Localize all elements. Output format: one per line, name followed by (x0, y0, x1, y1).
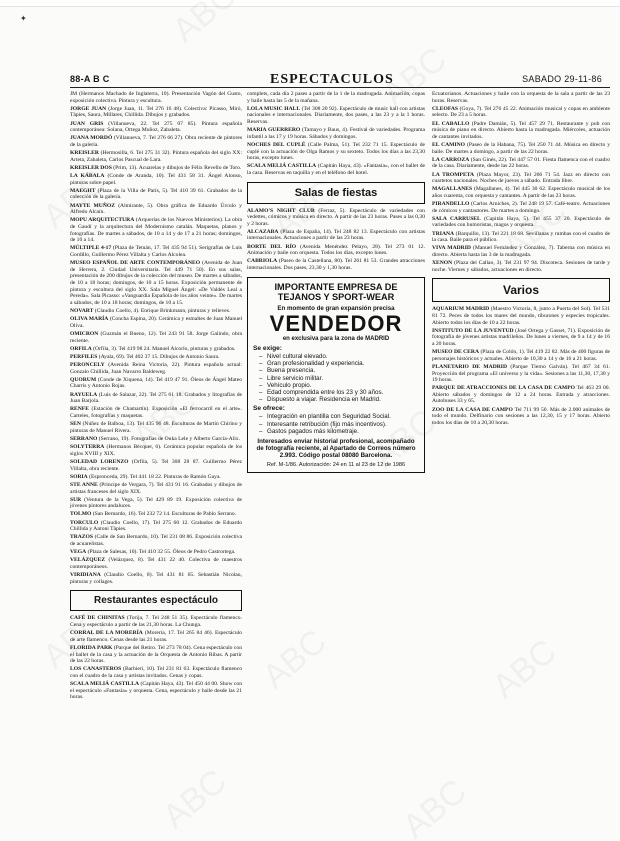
job-advertisement (247, 277, 425, 474)
listing-name: CAFÉ DE CHINITAS (70, 615, 125, 622)
ad-list-item: – Interesante retribución (fijo más incentivos). (267, 421, 419, 428)
listing-name: QUORUM (70, 376, 97, 383)
listing-entry (70, 346, 242, 353)
listing-entry (70, 121, 242, 134)
listing-entry (70, 354, 242, 361)
listing-name: RAYUELA (70, 391, 98, 398)
listing-name: FLORIDA PARK (70, 644, 113, 651)
listing-text: (Tel 308 20 92). Espectáculo de music hall con artistas nacionales e internacionales. Diariamente, dos pases, a las 23 y a la 1 horas. Reservas. (247, 105, 425, 125)
listing-name: ALAMO'S NIGHT CLUB (247, 207, 315, 214)
page-header (70, 72, 610, 88)
listing-name: PERFILES (70, 353, 98, 360)
listing-entry (70, 188, 242, 201)
listing-text: (Torija, 7. Tel 248 51 35). Espectáculo flamenco. Cena y espectáculo a partir de las 21,30 horas. La Chunga. (70, 615, 242, 628)
listing-text: (Parque del Retiro. Tel 273 78 04). Cena espectáculo con el ballet de la casa y la actuación de la Orquesta de Antonio Ribas. A partir de las 22 horas. (70, 644, 242, 665)
listing-text: (Claudio Coello, 17). Tel 275 60 12. Grabados de Eduardo Chillida y Antoni Tàpies. (70, 519, 242, 533)
listing-text: (Capitán Haya, 43). «Fantasía», con el ballet de la casa. Reservas en taquilla y en el teléfono del hotel. (247, 163, 425, 176)
listing-text: (Barquillo, 13). Tel 221 18 68. Sevillanas y rumbas con el cuadro de la casa. Baile para el público. (432, 230, 610, 244)
listing-name: JUAN GRIS (70, 120, 104, 127)
listing-entry (70, 511, 242, 518)
page-number: 88-A B C (70, 74, 110, 84)
ad-offers-list (253, 413, 419, 435)
section-box-salas-fiestas: Salas de fiestas (247, 182, 425, 204)
ad-requirements-list (253, 353, 419, 403)
ad-headline: IMPORTANTE EMPRESA DE TEJANOS Y SPORT-WEAR (274, 281, 398, 303)
listing-name: SCALA MELIÁ CASTILLA (70, 681, 140, 688)
listing-entry (247, 229, 425, 242)
listing-name: SCALA MELIÁ CASTILLA (247, 163, 317, 170)
listing-entry (70, 331, 242, 344)
listing-name: VIRIDIANA (70, 572, 101, 579)
listing-name: VELÁZQUEZ (70, 557, 106, 564)
ad-reference: Ref. M-1/86. Autorización: 24 en 11 al 23 de 12 de 1986 (266, 461, 406, 468)
listing-entry (70, 91, 242, 104)
column-1 (70, 91, 242, 836)
listing-text: (Capitán Haya, 5). Tel 455 37 20. Espectáculo de variedades con humoristas, magos y orquesta. (432, 215, 610, 229)
listing-name: SALA CARRUSEL (432, 215, 481, 222)
listing-name: ALCAZABA (247, 228, 279, 235)
listing-entry (70, 203, 242, 216)
column-2 (247, 91, 425, 836)
listing-entry (432, 157, 610, 170)
listing-entry (432, 172, 610, 185)
listing-name: OMICRON (70, 330, 99, 337)
listing-name: TORCULO (70, 519, 99, 526)
listing-text: (Conde de Aranda, 10). Tel 431 58 31. Ángel Alonso, pinturas sobre papel. (70, 173, 242, 186)
listing-text: (Maestro Victoria, 8, junto a Puerta del Sol). Tel 531 81 72. Peces de todos los mares del mundo, tiburones y especies tropicales. Abierto todos los días de 10 a 22 horas. (432, 306, 610, 326)
listing-entry (70, 392, 242, 405)
listing-text: (Morería, 17. Tel 265 84 46). Espectáculo de arte flamenco. Cenas desde las 21 horas. (70, 630, 242, 643)
listing-text: JM (Hermanos Machado de Inglaterra, 10). Presentación Vagón del Gusto, exposición colectiva. Pintura y escultura. (70, 91, 242, 104)
listing-name: MUSEO ESPAÑOL DE ARTE CONTEMPORÁNEO (70, 260, 201, 267)
listing-text: (Hermanos Bécquer, 6). Cerámica popular española de los siglos XVIII y XIX. (70, 444, 242, 457)
listing-text: (Conde de Xiquena, 14). Tel 419 47 91. Óleos de Ángel Mateo Charris y Antonio Rojas. (70, 376, 242, 390)
listing-entry (70, 406, 242, 419)
listing-text: (Plaza de Tetuán, 17. Tel 435 94 51). Serigrafías de Luis Gordillo, Guillermo Pérez Villalta y Carlos Alcolea. (70, 245, 242, 258)
scan-edge (0, 0, 620, 7)
listing-text: (Guzmán el Bueno, 12). Tel 243 91 58. Jorge Galindo, obra reciente. (70, 330, 242, 344)
listing-name: MARIA GUERRERO (247, 127, 301, 134)
listing-text: (Villanueva, 22. Tel 275 07 85). Pintura española contemporánea: Solana, Ortega Muñoz, Zabaleta. (70, 120, 242, 134)
listing-text: Tel 463 29 00. Abierto sábados y domingos de 12 a 24 horas. Entrada y atracciones. Autobuses 33 y 65. (432, 385, 610, 405)
ad-list-item: – Integración en plantilla con Seguridad Social. (267, 413, 419, 420)
header-rule (70, 87, 610, 88)
listing-entry (70, 173, 242, 186)
listing-text: (Ferraz, 5). Espectáculo de variedades con vedettes, cómicos y música en directo. A partir de las 23 horas. Pases a las 0,30 y 2 horas. (247, 207, 425, 227)
ad-job-title: VENDEDOR (269, 311, 403, 337)
listing-name: OLIVA MARÍA (70, 316, 109, 323)
listing-entry (247, 208, 425, 228)
ad-subheadline: En momento de gran expansión precisa (277, 304, 395, 312)
listing-name: SEN (70, 421, 81, 428)
listing-name: SOLYTERRA (70, 444, 105, 451)
listing-text: (Manuel Fernández y González, 7). Taberna con música en directo. Abierta hasta las 3 de la madrugada. (432, 245, 610, 258)
listing-name: TRIANA (432, 230, 455, 237)
listing-name: CLEOFAS (432, 105, 459, 112)
listing-text: (Hermosilla, 6. Tel 275 31 32). Pintura española del siglo XX: Arteta, Zabaleta, Carlos Pascual de Lara. (70, 150, 242, 163)
listing-text: (Velázquez, 8). Tel 431 22 40. Colectiva de maestros contemporáneos. (70, 557, 242, 570)
listing-entry (70, 630, 242, 643)
listing-text: (Arquerías de los Nuevos Ministerios). La obra de Gaudí y la arquitectura del Modernismo catalán. Maquetas, planos y fotografías. De martes a sábados, de 10 a 14 y de 17 a 21 horas; domingos, de 10 a 14. (70, 217, 242, 244)
listing-entry (247, 258, 425, 271)
listing-text: (Calle de San Bernardo, 10). Tel 231 08 86. Exposición colectiva de acuarelistas. (70, 534, 242, 548)
listing-entry (70, 645, 242, 665)
listing-entry (247, 142, 425, 162)
crop-mark-icon: ✦ (20, 14, 27, 23)
ad-list-item: – Gran profesionalidad y experiencia. (267, 360, 419, 367)
listing-entry (70, 459, 242, 472)
ad-contact: Interesados enviar historial profesional, acompañado de fotografía reciente, al Apartado de Correos número 2.993. Código postal 08080 Barcelona. (256, 438, 416, 460)
watermark (166, 0, 245, 51)
listing-name: MUSEO DE CERA (432, 349, 479, 356)
listing-text: complets, cada día 2 pases a partir de la 1 de la madrugada. Animación, copas y baile hasta las 5 de la mañana. (247, 91, 425, 104)
listing-name: LA KÁBALA (70, 173, 105, 180)
listing-entry (70, 549, 242, 556)
ad-list-item: – Nivel cultural elevado. (267, 353, 419, 360)
listing-text: (Avenida de Juan de Herrera, 2. Ciudad Universitaria. Tel 449 71 50). En sus salas, presentación de 200 dibujos de la colección del museo. De martes a sábados, de 10 a 18 horas; domingos, de 10 a 15 horas. Exposición permanente de pintura y escultura del siglo XX. Sala Miguel Ángel: «De Valdés Leal a Pereda». Sala Picasso: «Vanguardia Española de los años veinte». De martes a sábados, de 10 a 18 horas; domingos, de 10 a 15. (70, 260, 242, 306)
listing-text: (Ayala, 69). Tel 402 37 15. Dibujos de Antonio Saura. (98, 353, 220, 360)
listing-text: (José Ortega y Gasset, 71). Exposición de fotografía de jóvenes artistas madrileños. De lunes a viernes, de 9 a 14 y de 16 a 20 horas. (432, 327, 610, 347)
listing-name: PLANETARIO DE MADRID (432, 363, 508, 370)
listing-name: KREISLER (70, 150, 99, 157)
listing-entry (432, 121, 610, 141)
listing-entry (432, 142, 610, 155)
listing-entry (70, 106, 242, 119)
listing-entry (70, 572, 242, 585)
listing-name: SERRANO (70, 435, 98, 442)
listing-entry (70, 534, 242, 547)
listing-entry (70, 520, 242, 533)
listing-entry (70, 135, 242, 148)
section-title: ESPECTACULOS (270, 72, 394, 87)
listings-galleries (70, 91, 242, 585)
listing-name: JUANA MORDÓ (70, 135, 113, 142)
listing-name: KREISLER DOS (70, 164, 112, 171)
listing-text: (Plaza de Salesas, 10). Tel 410 32 55. Óleos de Pedro Castrortega. (87, 549, 236, 556)
listing-entry (247, 244, 425, 257)
listing-text: (Serrano, 19). Fotografías de Ouka Lele y Alberto García-Alix. (98, 435, 240, 442)
ad-list-item: – Dispuesto a viajar. Residencia en Madrid. (267, 396, 419, 403)
ad-requirements-label: Se exige: (253, 345, 282, 353)
listing-entry (432, 91, 610, 104)
listings-salas (247, 208, 425, 272)
listing-entry (247, 91, 425, 104)
listing-text: (Claudio Coello, 8). Tel 431 81 65. Sebastián Nicolau, pinturas y collages. (70, 572, 242, 585)
ad-list-item: – Gastos pagados más kilometraje. (267, 428, 419, 435)
listing-text: (Villanueva, 7. Tel 276 66 27). Obra reciente de pintores de la galería. (70, 135, 242, 148)
listing-name: ORFILA (70, 345, 92, 352)
listing-text: (Padre Damián, 5). Tel 457 29 71. Restaurante y pub con música de piano en directo. Abierto hasta la madrugada. Miércoles, actuación de cantantes invitados. (432, 120, 610, 140)
listing-entry (70, 260, 242, 306)
listing-name: ZOO DE LA CASA DE CAMPO (432, 406, 513, 413)
listing-name: RENFE (70, 406, 89, 413)
listing-name: LOS CANASTEROS (70, 666, 122, 673)
listings-restaurantes (70, 615, 242, 701)
listing-entry (70, 245, 242, 258)
listing-name: MOPU ARQUITECTURA (70, 217, 135, 224)
listing-entry (70, 362, 242, 375)
listing-name: TOLMO (70, 511, 92, 518)
listing-entry (70, 482, 242, 495)
listing-name: LA CARROZA (432, 156, 470, 163)
listing-text: (Goya, 7). Tel 276 45 22. Animación musical y copas en ambiente selecto. De 23 a 5 horas. (432, 105, 610, 119)
listing-name: PIRANDELLO (432, 201, 470, 208)
listing-name: EL CABALLO (432, 120, 470, 127)
listing-name: TRAZOS (70, 534, 94, 541)
listing-text: (Plaza del Callao, 3). Tel 231 97 94. Discoteca. Sesiones de tarde y noche. Viernes y sábados, actuaciones en directo. (432, 260, 610, 273)
listing-text: (San Bernardo, 16). Tel 232 72 14. Esculturas de Pablo Serrano. (92, 511, 237, 518)
listing-name: SUR (70, 496, 82, 503)
listing-entry (432, 231, 610, 244)
listing-name: VIVA MADRID (432, 245, 471, 252)
listing-entry (432, 328, 610, 348)
listing-entry (432, 260, 610, 273)
listing-name: XENON (432, 260, 453, 267)
listing-entry (247, 106, 425, 126)
issue-date: SABADO 29-11-86 (522, 74, 602, 84)
listing-text: (Almirante, 5). Obra gráfica de Eduardo Úrculo y Alfredo Alcaín. (70, 202, 242, 216)
listing-text: (Barbieri, 10). Tel 231 81 63. Espectáculo flamenco con el cuadro de la casa y artistas invitados. Cenas y copas. (70, 666, 242, 679)
listing-text: (Tamayo y Baus, 4). Festival de variedades. Programa infantil a las 17 y 19 horas. Sábados y domingos. (247, 127, 425, 140)
listing-entry (432, 186, 610, 199)
listing-text: Tel 711 99 50. Más de 2.000 animales de todo el mundo. Delfinario con sesiones a las 12,30, 15 y 17 horas. Abierto todos los días de 10 a 20,30 horas. (432, 406, 610, 426)
ad-zone: en exclusiva para la zona de MADRID (282, 336, 390, 343)
listing-entry (432, 407, 610, 427)
listing-entry (70, 150, 242, 163)
listing-name: VEGA (70, 549, 87, 556)
listing-entry (432, 364, 610, 384)
listing-text: (Plaza de Colón, 1). Tel 419 22 82. Más de 400 figuras de personajes históricos y actuales. Abierto de 10,30 a 14 y de 16 a 21 horas. (432, 349, 610, 362)
listing-name: EL CAMINO (432, 141, 466, 148)
listing-name: NOVART (70, 307, 94, 314)
listing-text: (Avenida Menéndez Pelayo, 28). Tel 273 01 12. Animación y baile con orquesta. Todos los días, excepto lunes. (247, 243, 425, 257)
listing-text: (Parque Tierno Galván). Tel 467 34 61. Proyección del programa «El universo y la vida». Sesiones a las 11,30, 17,30 y 19 horas. (432, 363, 610, 384)
listing-entry (70, 377, 242, 390)
listing-text: (Plaza Mayor, 23). Tel 266 71 54. Jazz en directo con cuartetos nacionales. Noches de jueves a sábado. Entrada libre. (432, 171, 610, 185)
listing-text: (Concha Espina, 20). Cerámica y esmaltes de Juan Manuel Oliva. (70, 316, 242, 329)
listing-text: (Ventura de la Vega, 5). Tel 429 89 19. Exposición colectiva de jóvenes pintores andaluces. (70, 496, 242, 510)
listings-clubs (432, 91, 610, 273)
listing-text: (Calle Palma, 51). Tel 232 71 15. Espectáculo de cuplé con la actuación de Olga Ramos y su sexteto. Todos los días a las 23,30 horas, excepto lunes. (247, 141, 425, 162)
listing-text: Ecuatorianos. Actuaciones y baile con la orquesta de la sala a partir de las 23 horas. Reservas. (432, 91, 610, 104)
listing-entry (70, 217, 242, 243)
listing-text: (Espronceda, 29). Tel 441 18 22. Pinturas de Ramón Gaya. (89, 473, 221, 480)
listing-entry (432, 349, 610, 362)
listing-text: (Orfila, 3). Tel 419 98 24. Manuel Alcorlo, pinturas y grabados. (93, 345, 236, 352)
listing-entry (432, 216, 610, 229)
listing-entry (247, 127, 425, 140)
listing-text: (San Ginés, 22). Tel 447 57 01. Fiesta flamenca con el cuadro de la casa. Diariamente, desde las 22 horas. (432, 156, 610, 170)
listing-entry (70, 436, 242, 443)
listing-entry (70, 474, 242, 481)
listing-entry (432, 201, 610, 214)
listing-name: STE ANNE (70, 481, 98, 488)
listing-text: (Paseo de la Castellana, 80). Tel 261 81 53. Grandes atracciones internacionales. Dos pases, 23,30 y 1,30 horas. (247, 258, 425, 272)
section-box-varios: Varios (432, 278, 610, 302)
listing-entry (70, 316, 242, 329)
listing-name: AQUARIUM MADRID (432, 306, 490, 313)
listing-text: (Carlos Arniches, 2). Tel 248 19 57. Café-teatro. Actuaciones de cómicos y cantautores. De martes a domingo. (432, 201, 610, 214)
listing-entry (247, 163, 425, 176)
listings-music-hall (247, 91, 425, 177)
listing-name: BORTE DEL RÍO (247, 243, 297, 250)
listing-name: MAGALLANES (432, 186, 473, 193)
listing-entry (70, 444, 242, 457)
ad-list-item: – Buena presencia. (267, 367, 419, 374)
listing-text: (Prim, 13). Acuarelas y dibujos de Félix Revello de Toro. (113, 164, 242, 171)
listing-text: (Paseo de la Habana, 75). Tel 250 71 44. Música en directo y baile. De martes a domingo, a partir de las 22 horas. (432, 141, 610, 155)
listing-name: NOCHES DEL CUPLÉ (247, 141, 306, 148)
ad-list-item: – Vehículo propio. (267, 382, 419, 389)
listing-text: (Magallanes, 4). Tel 445 30 62. Espectáculo musical de los años cuarenta, con orquesta y cantantes. A partir de las 23 horas. (432, 186, 610, 199)
listing-entry (432, 385, 610, 405)
listing-name: PERONCELY (70, 362, 105, 369)
listing-name: MAYTE MUÑOZ (70, 202, 115, 209)
listing-entry (70, 421, 242, 434)
listing-name: SORIA (70, 473, 88, 480)
listing-text: (Capitán Haya, 43). Tel 450 44 00. Show con el espectáculo «Fantasía» y orquesta. Cena, espectáculo y baile desde las 21 horas. (70, 681, 242, 701)
ad-list-item: – Libre servicio militar. (267, 375, 419, 382)
listing-text: (Claudio Coello, 4). Enrique Brinkmann, pinturas y relieves. (94, 307, 231, 314)
listing-name: LA TROMPETA (432, 171, 475, 178)
listing-entry (70, 666, 242, 679)
column-3 (432, 91, 610, 836)
listing-text: (Plaza de España, 14). Tel 248 82 13. Espectáculo con artistas internacionales. Actuaciones a partir de las 23 horas. (247, 228, 425, 242)
listing-entry (70, 308, 242, 315)
listing-name: INSTITUTO DE LA JUVENTUD (432, 327, 514, 334)
listing-text: (Jorge Juan, 11. Tel 276 16 48). Colectiva: Picasso, Miró, Tàpies, Saura, Millares, Chillida. Dibujos y grabados. (70, 105, 242, 119)
listing-name: LOLA MUSIC HALL (247, 105, 301, 112)
listing-entry (70, 681, 242, 701)
listing-name: MAEGHT (70, 187, 96, 194)
listing-text: (Plaza de la Villa de París, 5). Tel 410 39 61. Grabados de la colección de la galería. (70, 187, 242, 201)
listing-text: (Núñez de Balboa, 13). Tel 435 96 48. Esculturas de Martín Chirino y pinturas de Manuel Rivera. (70, 421, 242, 434)
section-box-restaurantes: Restaurantes espectáculo (70, 590, 242, 611)
listing-entry (70, 165, 242, 172)
listing-text: (Orfila, 5). Tel 308 28 87. Guillermo Pérez Villalta, obra reciente. (70, 458, 242, 472)
listing-entry (70, 497, 242, 510)
listing-text: (Príncipe de Vergara, 7). Tel 431 91 16. Grabados y dibujos de artistas franceses del siglo XIX. (70, 481, 242, 495)
ad-offers-label: Se ofrece: (253, 405, 285, 413)
listing-entry (432, 106, 610, 119)
listing-text: (Luis de Salazar, 22). Tel 275 61 18. Grabados y litografías de Juan Barjola. (70, 391, 242, 405)
listing-name: PARQUE DE ATRACCIONES DE LA CASA DE CAMPO (432, 385, 575, 392)
listing-name: SOLEDAD LORENZO (70, 458, 129, 465)
listing-entry (432, 245, 610, 258)
listing-text: (Estación de Chamartín). Exposición «El ferrocarril en el arte». Carteles, fotografías y maquetas. (70, 406, 242, 419)
ad-list-item: – Edad comprendida entre los 23 y 30 años. (267, 389, 419, 396)
listing-entry (432, 306, 610, 326)
listing-entry (70, 557, 242, 570)
listing-name: MÚLTIPLE 4-17 (70, 245, 112, 252)
listing-name: CABRIOLA (247, 258, 278, 265)
listing-name: CORRAL DE LA MORERÍA (70, 630, 143, 637)
listings-varios (432, 306, 610, 426)
listing-name: JORGE JUAN (70, 105, 107, 112)
listing-text: (Avenida Reina Victoria, 22). Pintura española actual: Gonzalo Chillida, Juan Navarro Baldeweg. (70, 362, 242, 375)
listing-entry (70, 615, 242, 628)
